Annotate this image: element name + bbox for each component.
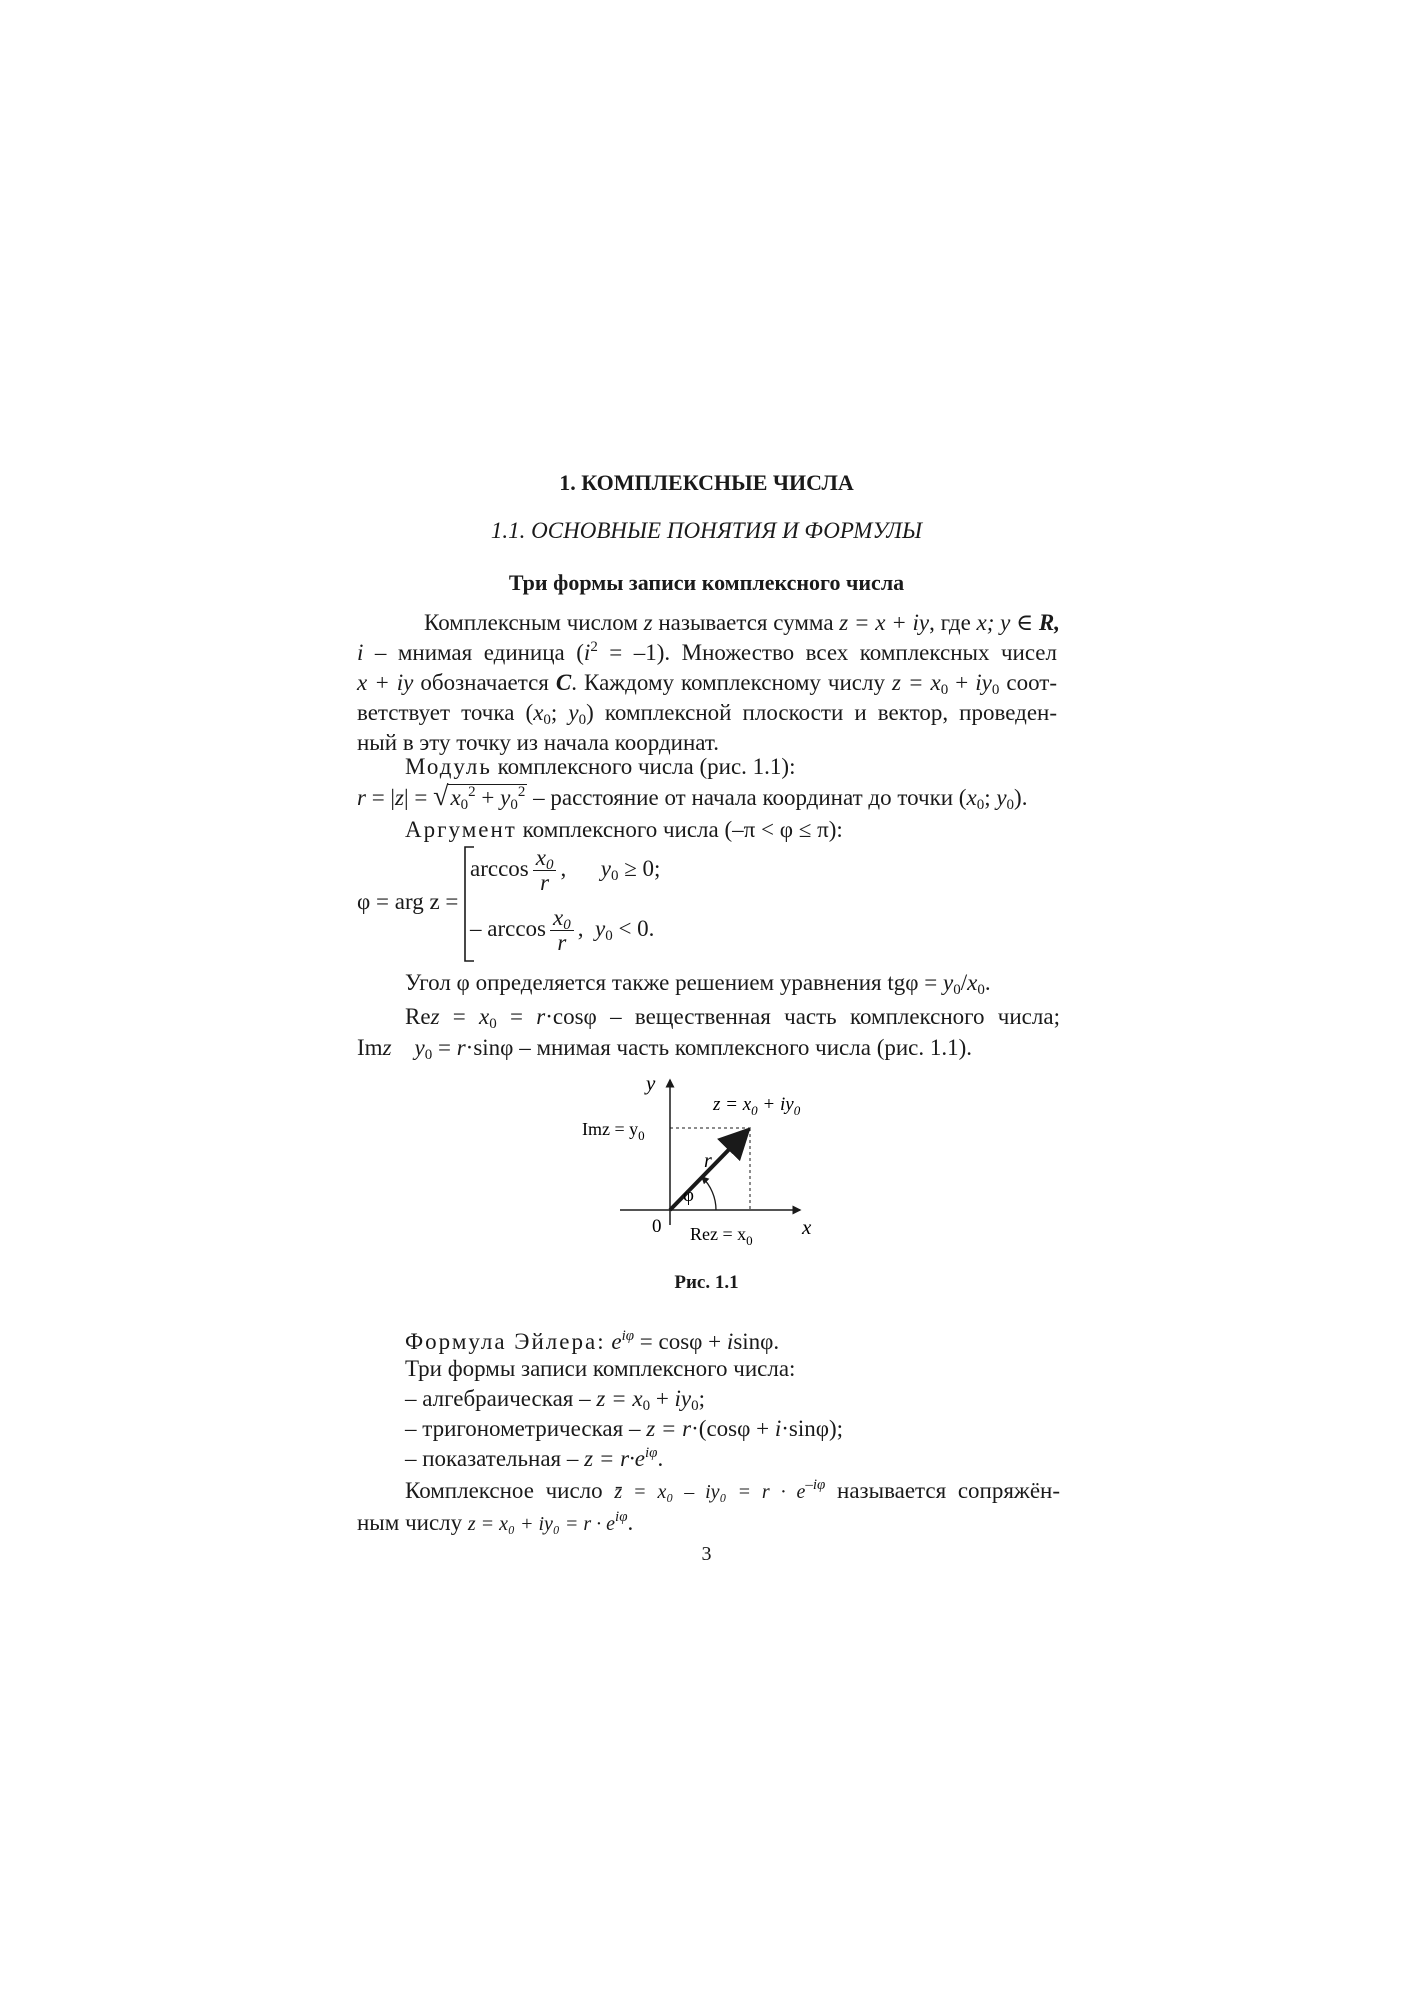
re-line: Rez = $x_0 = r\cdot\cos\varphi$ – вещественная часть комплексного числа; [405, 1004, 1060, 1032]
x-axis-label: x [802, 1215, 812, 1239]
modulus-label: Модуль комплексного числа (рис. 1.1): [405, 754, 796, 779]
form-exponential: – показательная – $z = r\cdot e^{i\varphi}$. [405, 1445, 664, 1471]
euler-formula: Формула Эйлера: $e^{i\varphi} = \cos\varphi + isin\varphi$. [405, 1328, 780, 1354]
section-title: 1.1. ОСНОВНЫЕ ПОНЯТИЯ И ФОРМУЛЫ [490, 518, 923, 543]
page-number: 3 [701, 1543, 712, 1565]
figure-caption: Рис. 1.1 [674, 1272, 739, 1293]
im-axis-label: Imz = $y_0$ [582, 1119, 645, 1143]
form-algebraic: – алгебраическая – $z = x_0 + iy_0$; [405, 1386, 706, 1414]
origin-label: 0 [652, 1216, 662, 1237]
conjugate-line-1: Комплексное число z̄ = $x_0 - iy_0 = r \cdot e^{-i\varphi}$ называется сопряжён- [405, 1477, 1061, 1503]
modulus-formula: $r = |z| = √x_0^2 + y_0^2$ – расстояние от начала координат до точки ($x_0$; $y_0$). [357, 781, 1028, 813]
definition-line-4: ветствует точка ($x_0$; $y_0$) комплексной плоскости и вектор, проведен- [357, 700, 1057, 728]
argument-phi: φ = arg z = [357, 889, 459, 914]
definition-line-1: Комплексным числом z называется сумма z = x + iy, где x; y ∈ R, [424, 610, 1060, 635]
form-trigonometric: – тригонометрическая – z = r·(cosφ + i·sinφ); [405, 1416, 844, 1441]
forms-intro: Три формы записи комплексного числа: [405, 1356, 796, 1381]
figure-complex-plane [580, 1070, 840, 1260]
subsection-title: Три формы записи комплексного числа [508, 570, 905, 595]
angle-arc [702, 1177, 716, 1210]
r-label: r [704, 1150, 712, 1172]
y-axis-label: y [646, 1071, 656, 1095]
argument-case-2: – arccos $\frac{x_0}{r}$ , $y_0 < 0$. [470, 905, 655, 955]
definition-line-3: x + iy обозначается C. Каждому комплексному числу $z = x_0 + iy_0$ соот- [357, 670, 1057, 698]
phi-label: φ [683, 1185, 694, 1206]
definition-line-2: i – мнимая единица $(i^2 = -1)$. Множество всех комплексных чисел [357, 639, 1057, 665]
point-label: $z = x_0 + iy_0$ [713, 1094, 801, 1118]
re-axis-label: Rez = $x_0$ [690, 1224, 753, 1248]
chapter-title: 1. КОМПЛЕКСНЫЕ ЧИСЛА [559, 470, 854, 495]
argument-label: Аргумент комплексного числа (–π < φ ≤ π): [405, 817, 843, 842]
definition-line-5: ный в эту точку из начала координат. [357, 730, 719, 755]
conjugate-line-2: ным числу $z = x_0 + iy_0 = r \cdot e^{i\varphi}$. [357, 1509, 634, 1535]
argument-case-1: arccos $\frac{x_0}{r}$ , $y_0 \ge 0$; [470, 845, 661, 895]
tangent-line: Угол φ определяется также решением уравнения $tg\varphi = y_0/x_0$. [405, 970, 991, 998]
im-line: Imz $y_0 = r\cdot\sin\varphi$ – мнимая часть комплексного числа (рис. 1.1). [357, 1035, 973, 1063]
